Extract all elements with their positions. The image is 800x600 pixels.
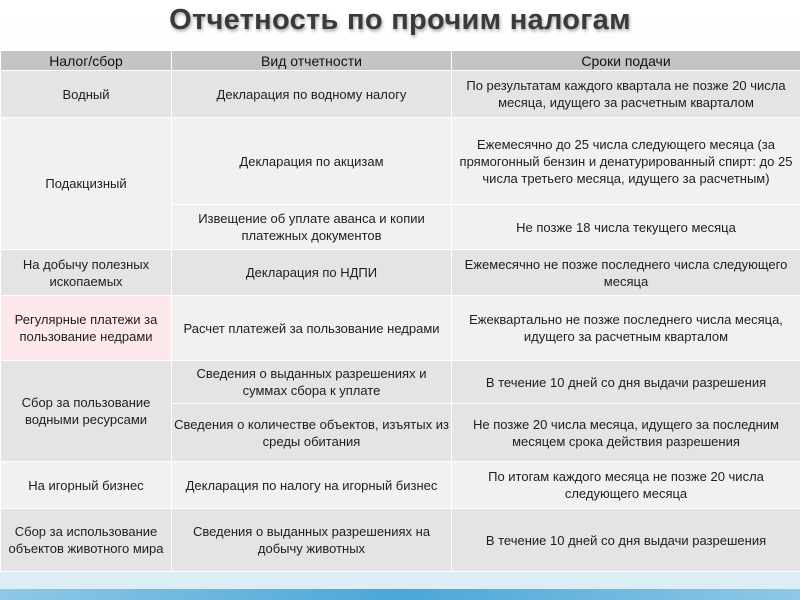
report-cell: Декларация по НДПИ [172,250,452,296]
report-cell: Декларация по налогу на игорный бизнес [172,462,452,509]
table-row [1,509,800,572]
table-row [1,250,800,296]
deadline-cell: В течение 10 дней со дня выдачи разрешения [452,361,800,404]
header-deadline: Сроки подачи [452,51,800,71]
tax-cell: Регулярные платежи за пользование недрами [1,296,172,361]
deadline-cell: В течение 10 дней со дня выдачи разрешения [452,509,800,572]
report-cell: Сведения о выданных разрешениях на добычу животных [172,509,452,572]
table-row [1,118,800,205]
deadline-cell: Ежеквартально не позже последнего числа месяца, идущего за расчетным кварталом [452,296,800,361]
table-row [1,462,800,509]
tax-cell: Подакцизный [1,118,172,250]
report-cell: Расчет платежей за пользование недрами [172,296,452,361]
deadline-cell: Не позже 20 числа месяца, идущего за последним месяцем срока действия разрешения [452,404,800,462]
deadline-cell: Не позже 18 числа текущего месяца [452,205,800,250]
deadline-cell: Ежемесячно не позже последнего числа следующего месяца [452,250,800,296]
report-cell: Сведения о выданных разрешениях и суммах сбора к уплате [172,361,452,404]
deadline-cell: По итогам каждого месяца не позже 20 числа следующего месяца [452,462,800,509]
table-header-row [1,51,800,71]
tax-cell: Водный [1,71,172,118]
table-row [1,296,800,361]
header-tax: Налог/сбор [1,51,172,71]
deadline-cell: Ежемесячно до 25 числа следующего месяца (за прямогонный бензин и денатурированный спирт: до 25 числа третьего месяца, идущего за расчетным) [452,118,800,205]
tax-cell: На добычу полезных ископаемых [1,250,172,296]
bottom-accent-bar [0,589,800,600]
report-cell: Извещение об уплате аванса и копии платежных документов [172,205,452,250]
tax-cell: На игорный бизнес [1,462,172,509]
tax-cell: Сбор за пользование водными ресурсами [1,361,172,462]
table-row [1,361,800,404]
page-title: Отчетность по прочим налогам [169,4,631,36]
report-cell: Декларация по водному налогу [172,71,452,118]
tax-cell: Сбор за использование объектов животного мира [1,509,172,572]
deadline-cell: По результатам каждого квартала не позже 20 числа месяца, идущего за расчетным кварталом [452,71,800,118]
taxes-table [0,50,800,572]
report-cell: Сведения о количестве объектов, изъятых из среды обитания [172,404,452,462]
header-report: Вид отчетности [172,51,452,71]
table-row [1,71,800,118]
report-cell: Декларация по акцизам [172,118,452,205]
